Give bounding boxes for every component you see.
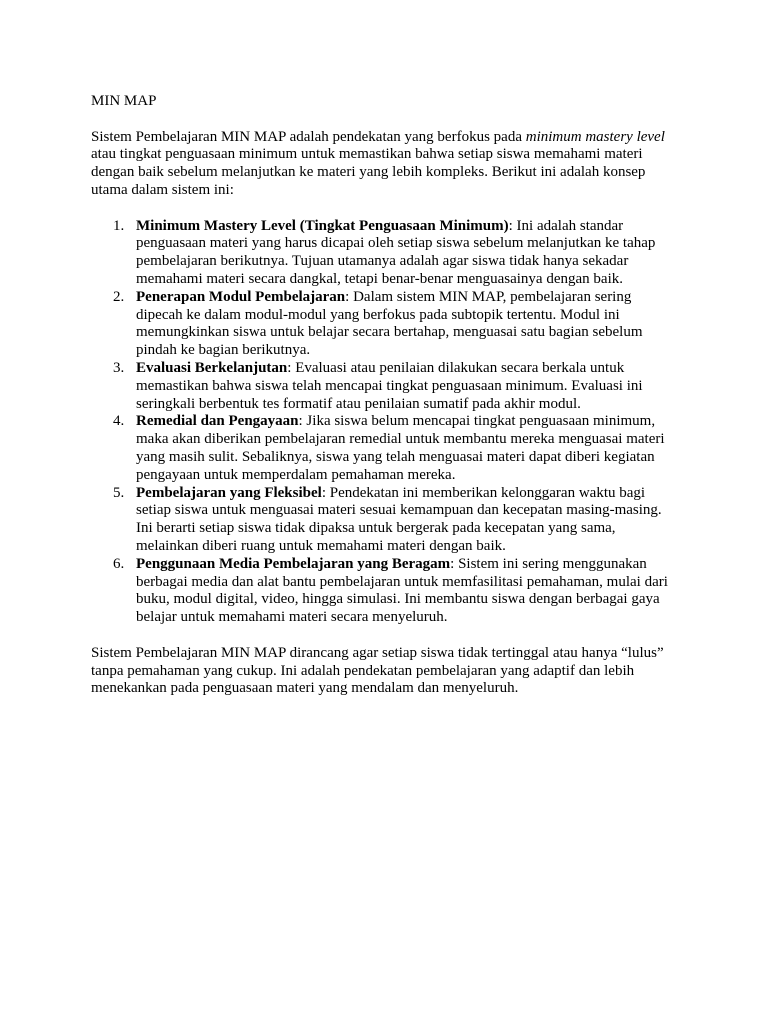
conclusion-line: menekankan pada penguasaan materi yang mendalam dan menyeluruh. xyxy=(91,680,519,697)
concept-list xyxy=(91,218,678,627)
list-item-5 xyxy=(91,485,678,556)
list-item-text: : Dalam sistem MIN MAP, pembelajaran sering xyxy=(345,288,632,305)
list-item-number: 6. xyxy=(113,555,125,572)
list-item-term: Penggunaan Media Pembelajaran yang Beragam xyxy=(136,555,451,572)
list-item-line: buku, modul digital, video, hingga simulasi. Ini membantu siswa dengan berbagai gaya xyxy=(136,591,660,608)
list-item-term: Minimum Mastery Level (Tingkat Penguasaan Minimum) xyxy=(136,217,509,234)
list-item-line: pembelajaran berikutnya. Tujuan utamanya adalah agar siswa tidak hanya sekadar xyxy=(136,253,629,270)
list-item-number: 2. xyxy=(113,288,125,305)
list-item-6 xyxy=(91,556,678,627)
document-page xyxy=(91,93,678,716)
list-item-text: : Ini adalah standar xyxy=(508,217,624,234)
list-item-line: melainkan diberi ruang untuk memahami materi dengan baik. xyxy=(136,537,506,554)
conclusion-line: tanpa pemahaman yang cukup. Ini adalah pendekatan pembelajaran yang adaptif dan lebih xyxy=(91,662,635,679)
list-item-2 xyxy=(91,289,678,360)
intro-paragraph xyxy=(91,129,678,200)
conclusion-line: Sistem Pembelajaran MIN MAP dirancang agar setiap siswa tidak tertinggal atau hanya “lulus” xyxy=(91,644,664,661)
list-item-line xyxy=(136,485,678,503)
list-item-line: penguasaan materi yang harus dicapai oleh setiap siswa sebelum melanjutkan ke tahap xyxy=(136,235,656,252)
list-item-line: pindah ke bagian berikutnya. xyxy=(136,342,311,359)
list-item-text: : Jika siswa belum mencapai tingkat penguasaan minimum, xyxy=(298,413,656,430)
list-item-text: : Evaluasi atau penilaian dilakukan secara berkala untuk xyxy=(287,359,625,376)
list-item-line: memungkinkan siswa untuk belajar secara bertahap, menguasai satu bagian sebelum xyxy=(136,324,643,341)
list-item-number: 5. xyxy=(113,484,125,501)
list-item-term: Remedial dan Pengayaan xyxy=(136,413,299,430)
list-item-term: Penerapan Modul Pembelajaran xyxy=(136,288,346,305)
document-title: MIN MAP xyxy=(91,93,157,109)
list-item-line xyxy=(136,413,678,431)
list-item-3 xyxy=(91,360,678,413)
list-item-line: setiap siswa untuk menguasai materi sesuai kemampuan dan kecepatan masing-masing. xyxy=(136,502,662,519)
list-item-line: maka akan diberikan pembelajaran remedial untuk membantu mereka menguasai materi xyxy=(136,431,665,448)
list-item-line: memastikan bahwa siswa telah mencapai tingkat penguasaan minimum. Evaluasi ini xyxy=(136,377,643,394)
list-item-term: Pembelajaran yang Fleksibel xyxy=(136,484,322,501)
list-item-line xyxy=(136,218,678,236)
list-item-number: 1. xyxy=(113,217,125,234)
intro-line: dengan baik sebelum melanjutkan ke materi yang lebih kompleks. Berikut ini adalah konsep xyxy=(91,164,646,181)
conclusion-paragraph xyxy=(91,645,678,698)
list-item-number: 4. xyxy=(113,413,125,430)
list-item-text: : Pendekatan ini memberikan kelonggaran waktu bagi xyxy=(321,484,646,501)
list-item-term: Evaluasi Berkelanjutan xyxy=(136,359,288,376)
list-item-line: berbagai media dan alat bantu pembelajaran untuk memfasilitasi pemahaman, mulai dari xyxy=(136,573,668,590)
list-item-line: seringkali berbentuk tes formatif atau penilaian sumatif pada akhir modul. xyxy=(136,395,581,412)
list-item-text: : Sistem ini sering menggunakan xyxy=(450,555,647,572)
list-item-line: memahami materi secara dangkal, tetapi benar-benar menguasainya dengan baik. xyxy=(136,270,623,287)
list-item-line xyxy=(136,289,678,307)
list-item-line: belajar untuk memahami materi secara menyeluruh. xyxy=(136,609,448,626)
intro-line: atau tingkat penguasaan minimum untuk memastikan bahwa setiap siswa memahami materi xyxy=(91,146,643,163)
list-item-line xyxy=(136,360,678,378)
list-item-line: yang masih sulit. Sebaliknya, siswa yang telah menguasai materi dapat diberi kegiatan xyxy=(136,448,655,465)
intro-line: utama dalam sistem ini: xyxy=(91,181,234,198)
list-item-line xyxy=(136,556,678,574)
list-item-4 xyxy=(91,413,678,484)
list-item-line: Ini berarti setiap siswa tidak dipaksa untuk bergerak pada kecepatan yang sama, xyxy=(136,520,616,537)
list-item-line: dipecah ke dalam modul-modul yang berfokus pada subtopik tertentu. Modul ini xyxy=(136,306,620,323)
intro-text: Sistem Pembelajaran MIN MAP adalah pendekatan yang berfokus pada xyxy=(91,128,522,145)
intro-emphasis: minimum mastery level xyxy=(525,128,665,145)
list-item-1 xyxy=(91,218,678,289)
intro-line xyxy=(91,129,678,147)
list-item-number: 3. xyxy=(113,359,125,376)
list-item-line: pengayaan untuk memperdalam pemahaman mereka. xyxy=(136,466,456,483)
